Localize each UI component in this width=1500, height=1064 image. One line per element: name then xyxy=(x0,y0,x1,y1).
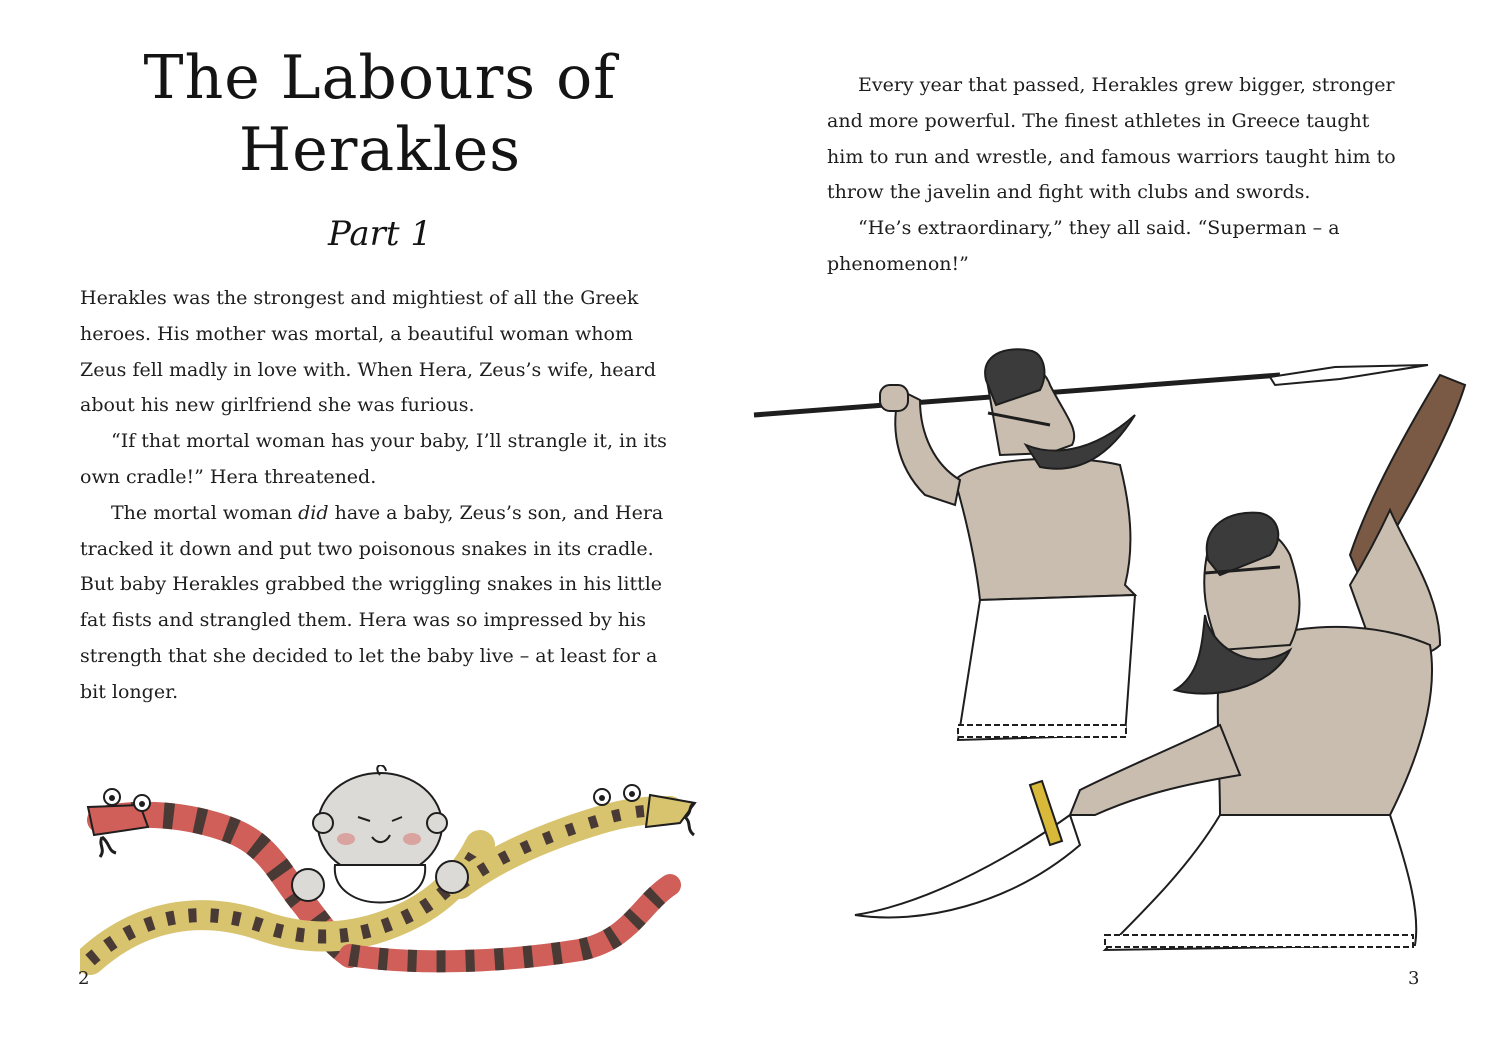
page-number-right: 3 xyxy=(1408,968,1420,989)
javelin-tip xyxy=(1270,365,1428,385)
baby-body xyxy=(335,865,425,903)
paragraph-1: Herakles was the strongest and mightiest of all the Greek heroes. His mother was mortal, a beautiful woman whom Zeus fell madly in love with. When Hera, Zeus’s wife, heard about his new girlfriend she was furious. xyxy=(80,287,657,417)
part-subtitle: Part 1 xyxy=(328,214,432,254)
baby-right-fist xyxy=(436,861,468,893)
title-line-2: Herakles xyxy=(238,115,522,185)
right-paragraph-1: Every year that passed, Herakles grew bigger, stronger and more powerful. The finest athletes in Greece taught him to run and wrestle, and famous warriors taught him to throw the javelin and fight with clubs and swords. xyxy=(827,74,1396,204)
title-line-1: The Labours of xyxy=(143,43,617,113)
page-title xyxy=(80,42,680,186)
warrior-1-skirt xyxy=(958,595,1135,740)
baby-left-fist xyxy=(292,869,324,901)
paragraph-3 xyxy=(80,496,680,711)
greek-warriors-illustration xyxy=(750,345,1500,965)
baby-herakles-snakes-illustration xyxy=(80,765,700,975)
paragraph-3-start: The mortal woman xyxy=(111,501,299,524)
warrior-1-torso xyxy=(955,459,1135,600)
warrior-2-sword-arm xyxy=(1070,725,1240,815)
warrior-2-skirt xyxy=(1105,815,1416,950)
red-snake-tongue xyxy=(100,837,116,857)
right-paragraph-2: “He’s extraordinary,” they all said. “Superman – a phenomenon!” xyxy=(827,217,1340,275)
page-number-left: 2 xyxy=(78,968,90,989)
left-body-text xyxy=(80,281,680,711)
baby-head xyxy=(318,773,442,877)
right-page xyxy=(750,0,1500,1064)
emphasis-did: did xyxy=(298,501,329,524)
paragraph-2: “If that mortal woman has your baby, I’ll strangle it, in its own cradle!” Hera threatened. xyxy=(80,430,667,488)
paragraph-3-end: have a baby, Zeus’s son, and Hera tracked it down and put two poisonous snakes in its cradle. But baby Herakles grabbed the wriggling snakes in his little fat fists and strangled them. Hera was so impressed by his strength that she decided to let the baby live – at least for a bit longer. xyxy=(80,501,664,703)
sword-hilt xyxy=(1030,781,1062,845)
warrior-1-meander-border xyxy=(958,725,1126,737)
right-body-text xyxy=(827,68,1407,283)
warrior-2-meander-border xyxy=(1105,935,1413,947)
warrior-2-torso xyxy=(1218,627,1432,815)
